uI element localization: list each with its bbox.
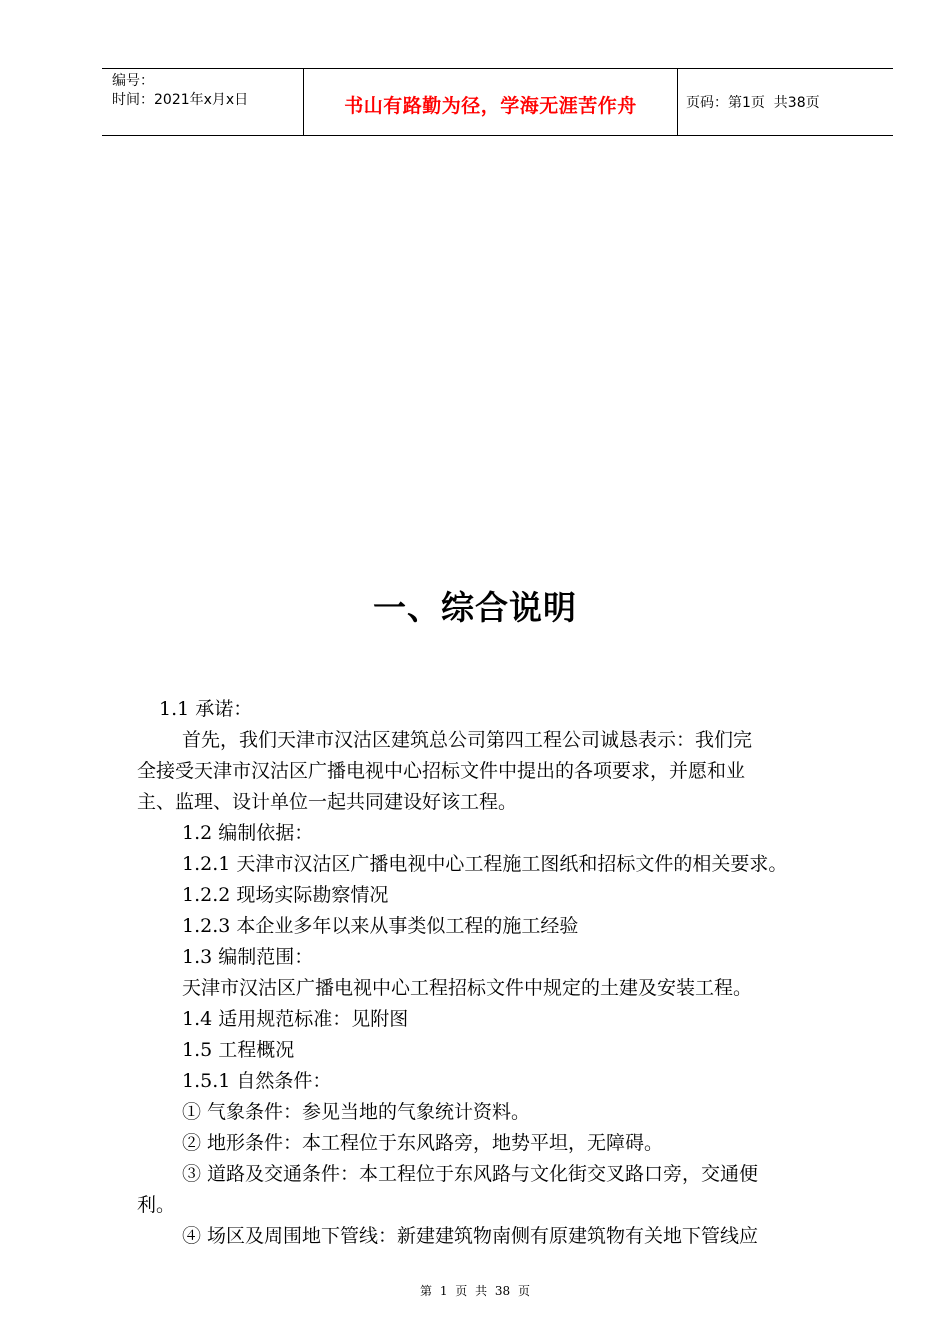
- body-line: ② 地形条件：本工程位于东风路旁，地势平坦，无障碍。: [182, 1132, 664, 1154]
- page-code: 页码：第1页 共38页: [686, 95, 820, 111]
- body-line: ④ 场区及周围地下管线：新建建筑物南侧有原建筑物有关地下管线应: [182, 1225, 759, 1247]
- body-line: 1.2 编制依据：: [182, 822, 314, 844]
- page-footer: 第 1 页 共 38 页: [420, 1284, 530, 1298]
- body-line: 1.4 适用规范标准：见附图: [182, 1008, 409, 1030]
- body-line: 首先，我们天津市汉沽区建筑总公司第四工程公司诚恳表示：我们完: [182, 729, 753, 751]
- number-label: 编号：: [112, 73, 154, 89]
- time-label: 时间：2021年x月x日: [112, 92, 249, 108]
- body-line: 1.5 工程概况: [182, 1039, 295, 1061]
- body-line: 利。: [137, 1194, 176, 1216]
- body-line: 主、监理、设计单位一起共同建设好该工程。: [137, 791, 518, 813]
- body-line: 1.2.3 本企业多年以来从事类似工程的施工经验: [182, 915, 579, 937]
- body-line: 1.2.2 现场实际勘察情况: [182, 884, 389, 906]
- body-line: 全接受天津市汉沽区广播电视中心招标文件中提出的各项要求，并愿和业: [137, 760, 746, 782]
- motto-text: 书山有路勤为径，学海无涯苦作舟: [344, 94, 637, 117]
- body-line: 天津市汉沽区广播电视中心工程招标文件中规定的土建及安装工程。: [182, 977, 753, 999]
- body-line: ① 气象条件：参见当地的气象统计资料。: [182, 1101, 531, 1123]
- body-line: 1.3 编制范围：: [182, 946, 314, 968]
- header-page-cell: [678, 69, 893, 135]
- section-title: 一、综合说明: [373, 588, 577, 627]
- body-line: 1.1 承诺：: [159, 698, 253, 720]
- document-header: [102, 68, 893, 136]
- body-text: [137, 694, 867, 1252]
- body-line: 1.5.1 自然条件：: [182, 1070, 332, 1092]
- body-line: 1.2.1 天津市汉沽区广播电视中心工程施工图纸和招标文件的相关要求。: [182, 853, 788, 875]
- header-motto-cell: [304, 69, 678, 135]
- header-meta-cell: [102, 69, 304, 135]
- body-line: ③ 道路及交通条件：本工程位于东风路与文化街交叉路口旁，交通便: [182, 1163, 759, 1185]
